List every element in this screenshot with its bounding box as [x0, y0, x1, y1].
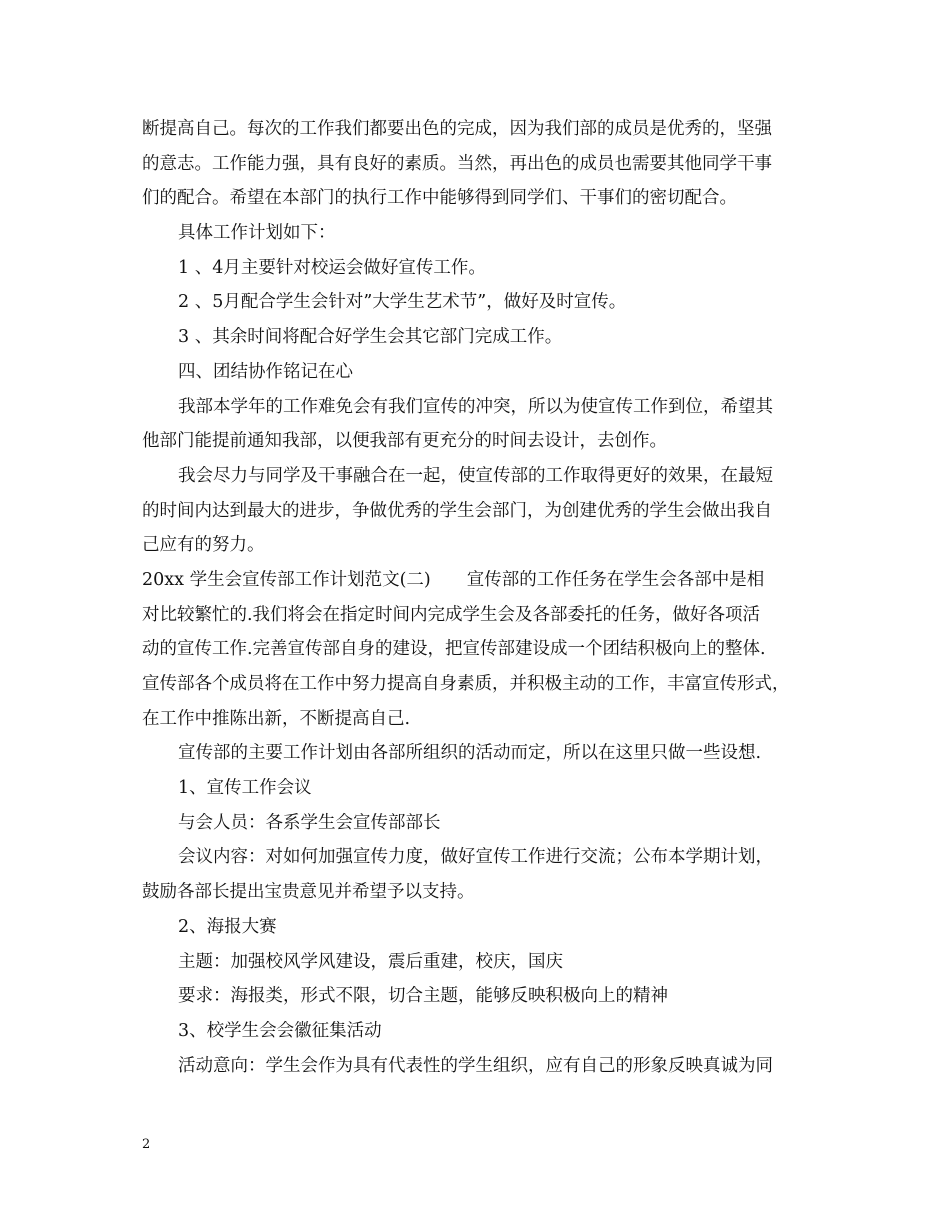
text-line: 己应有的努力。	[142, 535, 265, 556]
text-line: 我会尽力与同学及干事融合在一起，使宣传部的工作取得更好的效果，在最短	[178, 465, 773, 486]
text-line: 宣传部的主要工作计划由各部所组织的活动而定，所以在这里只做一些设想.	[178, 743, 762, 764]
text-line: 主题：加强校风学风建设，震后重建，校庆，国庆	[178, 951, 563, 972]
text-line: 断提高自己。每次的工作我们都要出色的完成，因为我们部的成员是优秀的，坚强	[142, 119, 772, 139]
text-line: 他部门能提前通知我部，以便我部有更充分的时间去设计，去创作。	[142, 431, 667, 452]
list-item: 2 、5月配合学生会针对”大学生艺术节”，做好及时宣传。	[178, 292, 627, 313]
text-line: 的时间内达到最大的进步，争做优秀的学生会部门，为创建优秀的学生会做出我自	[142, 500, 772, 521]
text-line: 我部本学年的工作难免会有我们宣传的冲突，所以为使宣传工作到位，希望其	[178, 396, 773, 417]
document-title: 20xx 学生会宣传部工作计划范文(二)	[142, 569, 431, 590]
document-body	[142, 112, 814, 1083]
list-item: 3 、其余时间将配合好学生会其它部门完成工作。	[178, 327, 563, 348]
page-number: 2	[142, 1137, 151, 1152]
list-item: 1 、4月主要针对校运会做好宣传工作。	[178, 257, 486, 278]
section-heading: 2、海报大赛	[178, 916, 277, 937]
text-line: 对比较繁忙的.我们将会在指定时间内完成学生会及各部委托的任务，做好各项活	[142, 604, 761, 625]
text-line: 在工作中推陈出新，不断提高自己.	[142, 708, 411, 729]
document-title-line	[142, 563, 814, 598]
text-line: 宣传部各个成员将在工作中努力提高自身素质，并积极主动的工作，丰富宣传形式，	[142, 674, 790, 694]
text-line: 会议内容：对如何加强宣传力度，做好宣传工作进行交流；公布本学期计划，	[178, 847, 773, 868]
text-line: 鼓励各部长提出宝贵意见并希望予以支持。	[142, 882, 475, 903]
section-heading: 四、团结协作铭记在心	[178, 361, 353, 382]
text-line: 活动意向：学生会作为具有代表性的学生组织，应有自己的形象反映真诚为同	[178, 1055, 773, 1076]
text-line: 宣传部的工作任务在学生会各部中是相	[466, 569, 765, 590]
text-line: 动的宣传工作.完善宣传部自身的建设，把宣传部建设成一个团结积极向上的整体.	[142, 639, 766, 660]
text-line: 要求：海报类，形式不限，切合主题，能够反映积极向上的精神	[178, 986, 668, 1007]
section-heading: 1、宣传工作会议	[178, 778, 312, 799]
text-line: 具体工作计划如下：	[178, 223, 336, 244]
text-line: 们的配合。希望在本部门的执行工作中能够得到同学们、干事们的密切配合。	[142, 188, 737, 209]
text-line: 与会人员：各系学生会宣传部部长	[178, 812, 441, 833]
text-line: 的意志。工作能力强，具有良好的素质。当然，再出色的成员也需要其他同学干事	[142, 153, 772, 174]
section-heading: 3、校学生会会徽征集活动	[178, 1020, 382, 1041]
